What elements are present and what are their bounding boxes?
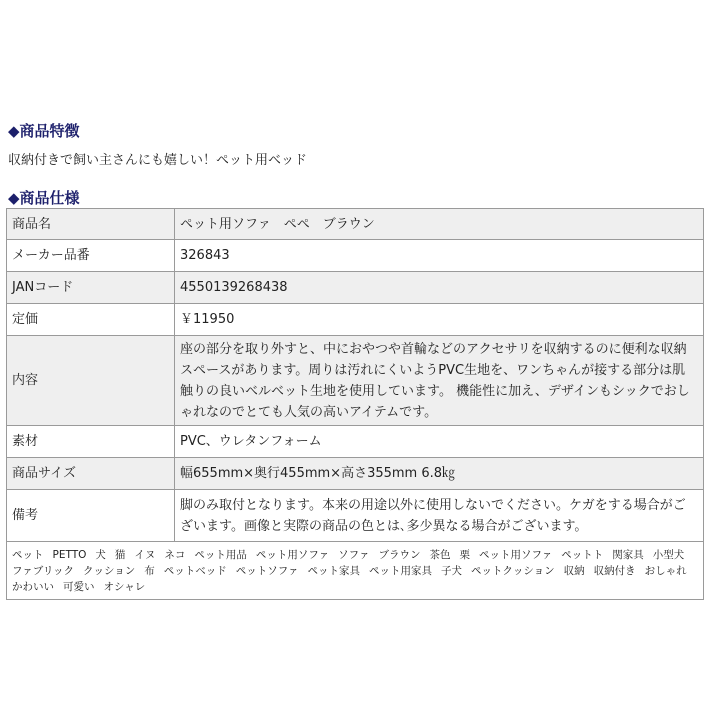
tags-row	[7, 542, 704, 600]
spec-value: ペット用ソファ ペペ ブラウン	[175, 209, 704, 240]
tag: 布	[144, 564, 155, 577]
tag: オシャレ	[103, 580, 146, 593]
tags-cell	[7, 542, 704, 600]
spec-value: 4550139268438	[175, 272, 704, 304]
spec-row	[7, 304, 704, 336]
tag: ペット用ソファ	[478, 548, 553, 561]
features-heading: ◆商品特徴	[8, 122, 80, 140]
tag: PETTO	[52, 548, 87, 561]
tag: ネコ	[164, 548, 186, 561]
spec-row	[7, 336, 704, 426]
spec-row	[7, 209, 704, 240]
tag: かわいい	[12, 580, 54, 593]
features-text: 収納付きで飼い主さんにも嬉しい！ペット用ベッド	[8, 153, 308, 168]
spec-value: PVC、ウレタンフォーム	[175, 426, 704, 458]
tag: 収納	[563, 564, 585, 577]
spec-label: JANコード	[7, 272, 175, 304]
spec-label: 商品名	[7, 209, 175, 240]
tag: 茶色	[429, 548, 451, 561]
tag: 子犬	[441, 564, 463, 577]
spec-value: 幅655mm×奥行455mm×高さ355mm 6.8㎏	[175, 458, 704, 490]
tag: 可愛い	[63, 580, 95, 593]
spec-value: 座の部分を取り外すと、中におやつや首輪などのアクセサリを収納するのに便利な収納スペースがあります。周りは汚れにくいようPVC生地を、ワンちゃんが接する部分は肌触りの良いベルベット生地を使用しています。 機能性に加え、デザインもシックでおしゃれなのでとても人気の高いアイテムです。	[175, 336, 704, 426]
tag: ペットト	[561, 548, 604, 561]
spec-label: 備考	[7, 490, 175, 542]
spec-label: 素材	[7, 426, 175, 458]
tag: ペット用ソファ	[255, 548, 330, 561]
tag: ペット用品	[194, 548, 247, 561]
tag: 猫	[114, 548, 126, 561]
spec-label: 内容	[7, 336, 175, 426]
tag: ペット家具	[307, 564, 361, 577]
spec-row	[7, 458, 704, 490]
spec-table	[6, 208, 704, 600]
tag: ペットベッド	[163, 564, 227, 577]
tag: ブラウン	[378, 548, 421, 561]
tag: ペット	[12, 548, 44, 561]
spec-label: メーカー品番	[7, 240, 175, 272]
spec-row	[7, 490, 704, 542]
specs-heading: ◆商品仕様	[8, 189, 80, 207]
tag: 小型犬	[652, 548, 685, 561]
spec-row	[7, 240, 704, 272]
tag: クッション	[82, 564, 136, 577]
tag: ソファ	[338, 548, 370, 561]
spec-label: 定価	[7, 304, 175, 336]
spec-row	[7, 426, 704, 458]
tag: ペットクッション	[471, 564, 555, 577]
tag: イヌ	[134, 548, 156, 561]
tag: おしゃれ	[644, 564, 687, 577]
tag: ペットソファ	[235, 564, 299, 577]
spec-row	[7, 272, 704, 304]
spec-label: 商品サイズ	[7, 458, 175, 490]
tag: 関家具	[612, 548, 644, 561]
spec-value: ￥11950	[175, 304, 704, 336]
tag: 犬	[95, 548, 106, 561]
tag: ファブリック	[12, 564, 74, 577]
tag: 収納付き	[593, 564, 636, 577]
spec-value: 326843	[175, 240, 704, 272]
tag: 栗	[459, 548, 470, 561]
tag: ペット用家具	[369, 564, 433, 577]
spec-value: 脚のみ取付となります。本来の用途以外に使用しないでください。ケガをする場合がございます。画像と実際の商品の色とは､多少異なる場合がございます。	[175, 490, 704, 542]
